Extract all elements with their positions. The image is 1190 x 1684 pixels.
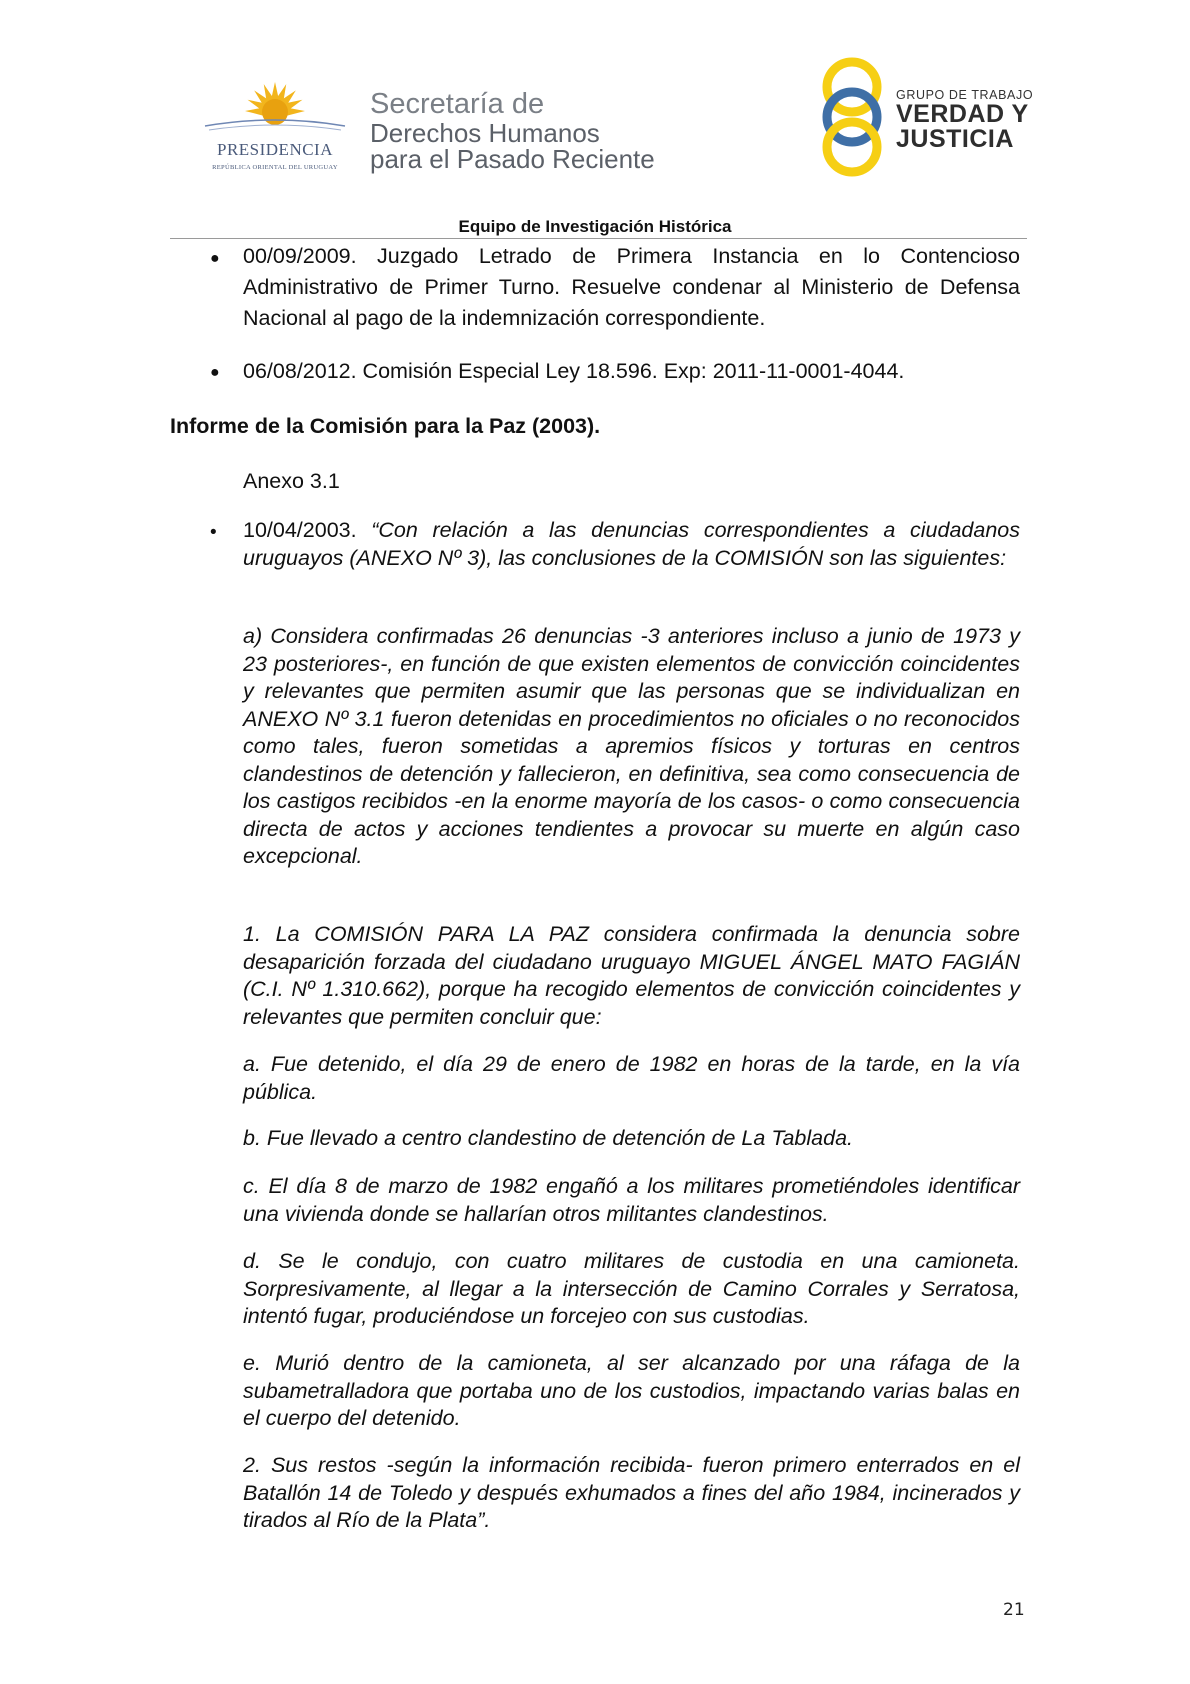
- bullet-dot: ●: [210, 364, 220, 381]
- secretaria-title: [370, 88, 655, 172]
- bullet-dot: ●: [210, 250, 220, 267]
- section-heading: Informe de la Comisión para la Paz (2003).: [170, 414, 601, 438]
- grupo-line-1: GRUPO DE TRABAJO: [896, 88, 1034, 102]
- quote-date: 10/04/2003.: [243, 518, 372, 542]
- header-divider: [170, 238, 1027, 239]
- item-b: b. Fue llevado a centro clandestino de detención de La Tablada.: [243, 1126, 854, 1150]
- bullet-item-2: 06/08/2012. Comisión Especial Ley 18.596. Exp: 2011-11-0001-4044.: [243, 359, 905, 383]
- presidencia-logo: [195, 80, 355, 180]
- bullet-item-1: 00/09/2009. Juzgado Letrado de Primera Instancia en lo Contencioso Administrativo de Primer Turno. Resuelve condenar al Ministerio de Defensa Nacional al pago de la indemnización correspondiente.: [243, 244, 1020, 330]
- item-e: e. Murió dentro de la camioneta, al ser alcanzado por una ráfaga de la subametralladora que portaba uno de los custodios, impactando varias balas en el cuerpo del detenido.: [243, 1351, 1020, 1430]
- grupo-line-2: VERDAD Y: [896, 100, 1029, 128]
- anexo-label: Anexo 3.1: [243, 469, 340, 493]
- verdad-justicia-rings-icon: [822, 55, 882, 180]
- grupo-trabajo-title: [896, 88, 1033, 152]
- paragraph-1: 1. La COMISIÓN PARA LA PAZ considera confirmada la denuncia sobre desaparición forzada del ciudadano uruguayo MIGUEL ÁNGEL MATO FAGIÁN (C.I. Nº 1.310.662), porque ha recogido elementos de convicción coincidentes y relevantes que permiten concluir que:: [243, 922, 1020, 1029]
- team-name: Equipo de Investigación Histórica: [458, 217, 732, 236]
- item-a: a. Fue detenido, el día 29 de enero de 1982 en horas de la tarde, en la vía pública.: [243, 1052, 1020, 1104]
- page-header: [0, 0, 1190, 240]
- presidencia-subtitle: REPÚBLICA ORIENTAL DEL URUGUAY: [212, 164, 338, 171]
- grupo-line-3: JUSTICIA: [896, 125, 1014, 153]
- presidencia-wordmark: PRESIDENCIA: [216, 140, 333, 159]
- item-d: d. Se le condujo, con cuatro militares de custodia en una camioneta. Sorpresivamente, al llegar a la intersección de Camino Corrales y Serratosa, intentó fugar, produciéndose un forcejeo con sus custodias.: [243, 1249, 1020, 1328]
- paragraph-2: 2. Sus restos -según la información recibida- fueron primero enterrados en el Batallón 14 de Toledo y después exhumados a fines del año 1984, incinerados y tirados al Río de la Plata”.: [243, 1453, 1020, 1532]
- bullet-dot: •: [210, 522, 217, 543]
- quote-intro-text: “Con relación a las denuncias correspondientes a ciudadanos uruguayos (ANEXO Nº 3), las conclusiones de la COMISIÓN son las siguientes:: [243, 518, 1020, 570]
- secretaria-line-1: Secretaría de: [370, 88, 545, 120]
- item-c: c. El día 8 de marzo de 1982 engañó a los militares prometiéndoles identificar una vivienda donde se hallarían otros militantes clandestinos.: [243, 1174, 1020, 1226]
- secretaria-line-3: para el Pasado Reciente: [370, 144, 655, 174]
- page-number: 21: [1003, 1600, 1025, 1620]
- secretaria-line-2: Derechos Humanos: [370, 118, 600, 148]
- quote-intro: [243, 517, 1020, 572]
- paragraph-a: a) Considera confirmadas 26 denuncias -3 anteriores incluso a junio de 1973 y 23 posteriores-, en función de que existen elementos de convicción coincidentes y relevantes que permiten asumir que las personas que se individualizan en ANEXO Nº 3.1 fueron detenidas en procedimientos no oficiales o no reconocidos como tales, fueron sometidas a apremios físicos y torturas en centros clandestinos de detención y fallecieron, en definitiva, sea como consecuencia de los castigos recibidos -en la enorme mayoría de los casos- o como consecuencia directa de actos y acciones tendientes a provocar su muerte en algún caso excepcional.: [243, 624, 1020, 868]
